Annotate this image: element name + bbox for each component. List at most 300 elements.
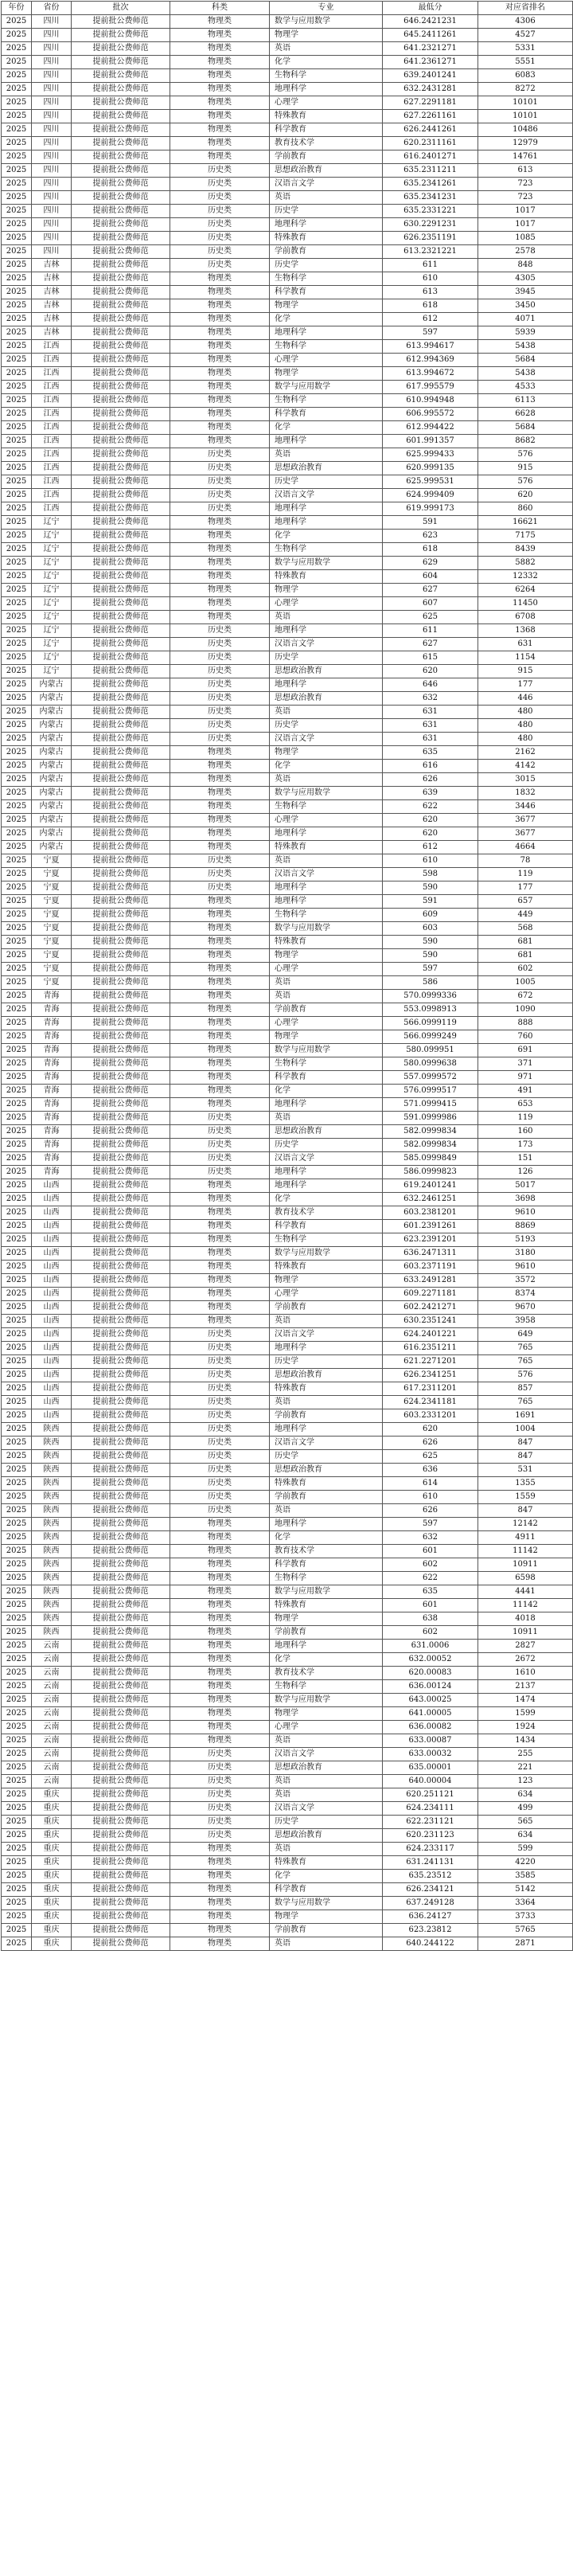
subject-category-cell: 历史类 <box>170 232 270 245</box>
major-cell: 学前教育 <box>270 1301 383 1315</box>
subject-category-cell: 物理类 <box>170 367 270 381</box>
major-cell: 化学 <box>270 1531 383 1545</box>
min-score-cell: 616.2351211 <box>383 1342 478 1355</box>
year-cell: 2025 <box>2 1315 32 1328</box>
major-cell: 汉语言文学 <box>270 1437 383 1450</box>
table-row <box>2 1667 573 1680</box>
year-cell: 2025 <box>2 1491 32 1504</box>
province-rank-cell: 565 <box>478 1816 573 1829</box>
min-score-cell: 613.994617 <box>383 340 478 354</box>
major-cell: 英语 <box>270 1396 383 1409</box>
province-rank-cell: 10911 <box>478 1558 573 1572</box>
table-row <box>2 1721 573 1734</box>
batch-cell: 提前批公费师范 <box>72 638 170 651</box>
min-score-cell: 626.234121 <box>383 1883 478 1897</box>
major-cell: 数学与应用数学 <box>270 787 383 800</box>
year-cell: 2025 <box>2 15 32 29</box>
batch-cell: 提前批公费师范 <box>72 110 170 123</box>
min-score-cell: 620.251121 <box>383 1788 478 1802</box>
year-cell: 2025 <box>2 1640 32 1653</box>
major-cell: 历史学 <box>270 1450 383 1464</box>
province-cell: 山西 <box>32 1315 72 1328</box>
province-cell: 辽宁 <box>32 516 72 530</box>
table-row <box>2 1315 573 1328</box>
subject-category-cell: 物理类 <box>170 1518 270 1531</box>
min-score-cell: 618 <box>383 543 478 557</box>
province-cell: 辽宁 <box>32 597 72 611</box>
batch-cell: 提前批公费师范 <box>72 313 170 326</box>
year-cell: 2025 <box>2 638 32 651</box>
province-rank-cell: 620 <box>478 489 573 502</box>
subject-category-cell: 历史类 <box>170 1450 270 1464</box>
batch-cell: 提前批公费师范 <box>72 448 170 462</box>
province-rank-cell: 848 <box>478 259 573 272</box>
province-rank-cell: 10101 <box>478 96 573 110</box>
major-cell: 汉语言文学 <box>270 1748 383 1761</box>
batch-cell: 提前批公费师范 <box>72 922 170 936</box>
province-cell: 云南 <box>32 1707 72 1721</box>
subject-category-cell: 物理类 <box>170 96 270 110</box>
major-cell: 英语 <box>270 1315 383 1328</box>
year-cell: 2025 <box>2 922 32 936</box>
table-row <box>2 1870 573 1883</box>
table-header <box>2 2 573 15</box>
province-cell: 江西 <box>32 381 72 394</box>
table-row <box>2 881 573 895</box>
major-cell: 特殊教育 <box>270 1599 383 1612</box>
batch-cell: 提前批公费师范 <box>72 597 170 611</box>
year-cell: 2025 <box>2 1179 32 1193</box>
major-cell: 物理学 <box>270 29 383 42</box>
province-cell: 四川 <box>32 110 72 123</box>
year-cell: 2025 <box>2 1139 32 1152</box>
min-score-cell: 635 <box>383 1585 478 1599</box>
year-cell: 2025 <box>2 611 32 624</box>
batch-cell: 提前批公费师范 <box>72 1003 170 1017</box>
min-score-cell: 590 <box>383 881 478 895</box>
table-row <box>2 326 573 340</box>
major-cell: 思想政治教育 <box>270 1464 383 1477</box>
batch-cell: 提前批公费师范 <box>72 1640 170 1653</box>
batch-cell: 提前批公费师范 <box>72 1626 170 1640</box>
subject-category-cell: 历史类 <box>170 218 270 232</box>
year-cell: 2025 <box>2 1396 32 1409</box>
table-row <box>2 1761 573 1775</box>
major-cell: 生物科学 <box>270 909 383 922</box>
subject-category-cell: 物理类 <box>170 1937 270 1951</box>
year-cell: 2025 <box>2 990 32 1003</box>
major-cell: 数学与应用数学 <box>270 1897 383 1910</box>
province-rank-cell: 531 <box>478 1464 573 1477</box>
batch-cell: 提前批公费师范 <box>72 1301 170 1315</box>
province-rank-cell: 649 <box>478 1328 573 1342</box>
min-score-cell: 636 <box>383 1464 478 1477</box>
subject-category-cell: 历史类 <box>170 245 270 259</box>
subject-category-cell: 物理类 <box>170 909 270 922</box>
province-cell: 山西 <box>32 1369 72 1382</box>
year-cell: 2025 <box>2 814 32 827</box>
table-row <box>2 895 573 909</box>
batch-cell: 提前批公费师范 <box>72 1910 170 1924</box>
min-score-cell: 613.994672 <box>383 367 478 381</box>
year-cell: 2025 <box>2 1071 32 1085</box>
major-cell: 地理科学 <box>270 1179 383 1193</box>
province-cell: 青海 <box>32 1044 72 1057</box>
province-cell: 山西 <box>32 1288 72 1301</box>
min-score-cell: 632.2431281 <box>383 83 478 96</box>
table-row <box>2 1788 573 1802</box>
subject-category-cell: 物理类 <box>170 584 270 597</box>
province-cell: 陕西 <box>32 1599 72 1612</box>
major-cell: 英语 <box>270 990 383 1003</box>
table-row <box>2 259 573 272</box>
year-cell: 2025 <box>2 83 32 96</box>
major-cell: 历史学 <box>270 259 383 272</box>
major-cell: 地理科学 <box>270 218 383 232</box>
province-rank-cell: 1368 <box>478 624 573 638</box>
major-cell: 特殊教育 <box>270 110 383 123</box>
table-row <box>2 272 573 286</box>
batch-cell: 提前批公费师范 <box>72 949 170 963</box>
batch-cell: 提前批公费师范 <box>72 1206 170 1220</box>
table-row <box>2 1748 573 1761</box>
table-row <box>2 1545 573 1558</box>
subject-category-cell: 物理类 <box>170 1612 270 1626</box>
province-rank-cell: 5331 <box>478 42 573 56</box>
subject-category-cell: 物理类 <box>170 557 270 570</box>
table-row <box>2 1247 573 1261</box>
batch-cell: 提前批公费师范 <box>72 1761 170 1775</box>
province-cell: 陕西 <box>32 1585 72 1599</box>
batch-cell: 提前批公费师范 <box>72 624 170 638</box>
province-cell: 山西 <box>32 1396 72 1409</box>
table-row <box>2 1206 573 1220</box>
year-cell: 2025 <box>2 110 32 123</box>
batch-cell: 提前批公费师范 <box>72 286 170 299</box>
province-cell: 青海 <box>32 1152 72 1166</box>
table-row <box>2 1382 573 1396</box>
major-cell: 学前教育 <box>270 150 383 164</box>
min-score-cell: 627 <box>383 638 478 651</box>
batch-cell: 提前批公费师范 <box>72 42 170 56</box>
batch-cell: 提前批公费师范 <box>72 1599 170 1612</box>
batch-cell: 提前批公费师范 <box>72 1179 170 1193</box>
year-cell: 2025 <box>2 462 32 475</box>
subject-category-cell: 历史类 <box>170 881 270 895</box>
province-rank-cell: 119 <box>478 868 573 881</box>
subject-category-cell: 物理类 <box>170 1017 270 1030</box>
year-cell: 2025 <box>2 435 32 448</box>
province-rank-cell: 9670 <box>478 1301 573 1315</box>
min-score-cell: 632.2461251 <box>383 1193 478 1206</box>
province-cell: 重庆 <box>32 1856 72 1870</box>
min-score-cell: 635.2331221 <box>383 205 478 218</box>
table-row <box>2 367 573 381</box>
year-cell: 2025 <box>2 1843 32 1856</box>
province-cell: 四川 <box>32 96 72 110</box>
province-rank-cell: 11142 <box>478 1599 573 1612</box>
province-rank-cell: 1474 <box>478 1694 573 1707</box>
batch-cell: 提前批公费师范 <box>72 678 170 692</box>
subject-category-cell: 物理类 <box>170 1640 270 1653</box>
province-rank-cell: 1599 <box>478 1707 573 1721</box>
batch-cell: 提前批公费师范 <box>72 1612 170 1626</box>
province-cell: 四川 <box>32 245 72 259</box>
batch-cell: 提前批公费师范 <box>72 746 170 760</box>
major-cell: 地理科学 <box>270 895 383 909</box>
province-rank-cell: 5882 <box>478 557 573 570</box>
subject-category-cell: 物理类 <box>170 1098 270 1112</box>
province-rank-cell: 491 <box>478 1085 573 1098</box>
year-cell: 2025 <box>2 584 32 597</box>
province-cell: 云南 <box>32 1761 72 1775</box>
major-cell: 生物科学 <box>270 543 383 557</box>
table-row <box>2 1125 573 1139</box>
province-cell: 内蒙古 <box>32 692 72 706</box>
province-cell: 内蒙古 <box>32 678 72 692</box>
subject-category-cell: 历史类 <box>170 1342 270 1355</box>
province-rank-cell: 126 <box>478 1166 573 1179</box>
province-cell: 辽宁 <box>32 557 72 570</box>
min-score-cell: 557.0999572 <box>383 1071 478 1085</box>
batch-cell: 提前批公费师范 <box>72 1924 170 1937</box>
subject-category-cell: 物理类 <box>170 421 270 435</box>
province-cell: 重庆 <box>32 1937 72 1951</box>
province-rank-cell: 857 <box>478 1382 573 1396</box>
province-rank-cell: 78 <box>478 854 573 868</box>
subject-category-cell: 物理类 <box>170 340 270 354</box>
batch-cell: 提前批公费师范 <box>72 1315 170 1328</box>
table-row <box>2 1653 573 1667</box>
province-rank-cell: 9610 <box>478 1206 573 1220</box>
province-rank-cell: 14761 <box>478 150 573 164</box>
province-cell: 青海 <box>32 1112 72 1125</box>
major-cell: 思想政治教育 <box>270 1369 383 1382</box>
province-cell: 青海 <box>32 1085 72 1098</box>
table-row <box>2 746 573 760</box>
batch-cell: 提前批公费师范 <box>72 259 170 272</box>
province-cell: 宁夏 <box>32 922 72 936</box>
batch-cell: 提前批公费师范 <box>72 800 170 814</box>
table-row <box>2 1924 573 1937</box>
batch-cell: 提前批公费师范 <box>72 394 170 408</box>
batch-cell: 提前批公费师范 <box>72 773 170 787</box>
table-row <box>2 1531 573 1545</box>
year-cell: 2025 <box>2 475 32 489</box>
major-cell: 教育技术学 <box>270 137 383 150</box>
province-rank-cell: 177 <box>478 881 573 895</box>
province-cell: 四川 <box>32 15 72 29</box>
year-cell: 2025 <box>2 150 32 164</box>
table-row <box>2 1504 573 1518</box>
batch-cell: 提前批公费师范 <box>72 841 170 854</box>
table-row <box>2 719 573 733</box>
batch-cell: 提前批公费师范 <box>72 854 170 868</box>
batch-cell: 提前批公费师范 <box>72 1802 170 1816</box>
province-rank-cell: 221 <box>478 1761 573 1775</box>
table-row <box>2 313 573 326</box>
year-cell: 2025 <box>2 1288 32 1301</box>
province-cell: 山西 <box>32 1382 72 1396</box>
year-cell: 2025 <box>2 1342 32 1355</box>
min-score-cell: 626 <box>383 773 478 787</box>
major-cell: 英语 <box>270 1734 383 1748</box>
subject-category-cell: 物理类 <box>170 110 270 123</box>
batch-cell: 提前批公费师范 <box>72 408 170 421</box>
batch-cell: 提前批公费师范 <box>72 164 170 178</box>
province-cell: 山西 <box>32 1355 72 1369</box>
min-score-cell: 630.2351241 <box>383 1315 478 1328</box>
province-cell: 内蒙古 <box>32 841 72 854</box>
province-rank-cell: 915 <box>478 665 573 678</box>
province-cell: 陕西 <box>32 1464 72 1477</box>
major-cell: 汉语言文学 <box>270 1328 383 1342</box>
province-rank-cell: 12142 <box>478 1518 573 1531</box>
year-cell: 2025 <box>2 1816 32 1829</box>
major-cell: 科学教育 <box>270 1220 383 1233</box>
province-cell: 吉林 <box>32 326 72 340</box>
min-score-cell: 620 <box>383 665 478 678</box>
major-cell: 学前教育 <box>270 1409 383 1423</box>
province-rank-cell: 576 <box>478 475 573 489</box>
province-rank-cell: 371 <box>478 1057 573 1071</box>
major-cell: 物理学 <box>270 299 383 313</box>
batch-cell: 提前批公费师范 <box>72 29 170 42</box>
subject-category-cell: 历史类 <box>170 1125 270 1139</box>
subject-category-cell: 历史类 <box>170 489 270 502</box>
batch-cell: 提前批公费师范 <box>72 1125 170 1139</box>
min-score-cell: 631 <box>383 733 478 746</box>
year-cell: 2025 <box>2 1044 32 1057</box>
province-cell: 宁夏 <box>32 936 72 949</box>
min-score-cell: 635 <box>383 746 478 760</box>
min-score-cell: 638 <box>383 1612 478 1626</box>
province-rank-cell: 5438 <box>478 340 573 354</box>
province-rank-cell: 681 <box>478 949 573 963</box>
major-cell: 科学教育 <box>270 286 383 299</box>
province-rank-cell: 672 <box>478 990 573 1003</box>
province-cell: 重庆 <box>32 1924 72 1937</box>
province-rank-cell: 173 <box>478 1139 573 1152</box>
major-cell: 汉语言文学 <box>270 638 383 651</box>
subject-category-cell: 历史类 <box>170 1139 270 1152</box>
min-score-cell: 603.2331201 <box>383 1409 478 1423</box>
province-cell: 吉林 <box>32 286 72 299</box>
year-cell: 2025 <box>2 502 32 516</box>
batch-cell: 提前批公费师范 <box>72 1816 170 1829</box>
batch-cell: 提前批公费师范 <box>72 1558 170 1572</box>
table-row <box>2 286 573 299</box>
batch-cell: 提前批公费师范 <box>72 272 170 286</box>
batch-cell: 提前批公费师范 <box>72 435 170 448</box>
batch-cell: 提前批公费师范 <box>72 1477 170 1491</box>
province-rank-cell: 1832 <box>478 787 573 800</box>
major-cell: 英语 <box>270 1775 383 1788</box>
year-cell: 2025 <box>2 543 32 557</box>
major-cell: 英语 <box>270 448 383 462</box>
subject-category-cell: 物理类 <box>170 1707 270 1721</box>
batch-cell: 提前批公费师范 <box>72 1098 170 1112</box>
table-row <box>2 570 573 584</box>
batch-cell: 提前批公费师范 <box>72 530 170 543</box>
year-cell: 2025 <box>2 1667 32 1680</box>
table-row <box>2 354 573 367</box>
batch-cell: 提前批公费师范 <box>72 1112 170 1125</box>
province-rank-cell: 5765 <box>478 1924 573 1937</box>
min-score-cell: 635.2311211 <box>383 164 478 178</box>
province-cell: 四川 <box>32 42 72 56</box>
batch-cell: 提前批公费师范 <box>72 475 170 489</box>
major-cell: 思想政治教育 <box>270 164 383 178</box>
table-row <box>2 706 573 719</box>
table-row <box>2 1477 573 1491</box>
batch-cell: 提前批公费师范 <box>72 1057 170 1071</box>
min-score-cell: 610 <box>383 272 478 286</box>
major-cell: 历史学 <box>270 475 383 489</box>
year-cell: 2025 <box>2 137 32 150</box>
min-score-cell: 631.241131 <box>383 1856 478 1870</box>
batch-cell: 提前批公费师范 <box>72 1734 170 1748</box>
year-cell: 2025 <box>2 1761 32 1775</box>
min-score-cell: 571.0999415 <box>383 1098 478 1112</box>
min-score-cell: 590 <box>383 936 478 949</box>
year-cell: 2025 <box>2 733 32 746</box>
table-row <box>2 1261 573 1274</box>
major-cell: 心理学 <box>270 1721 383 1734</box>
province-rank-cell: 4018 <box>478 1612 573 1626</box>
batch-cell: 提前批公费师范 <box>72 462 170 475</box>
subject-category-cell: 历史类 <box>170 1477 270 1491</box>
province-cell: 重庆 <box>32 1816 72 1829</box>
province-rank-cell: 760 <box>478 1030 573 1044</box>
min-score-cell: 617.995579 <box>383 381 478 394</box>
province-cell: 云南 <box>32 1775 72 1788</box>
min-score-cell: 620 <box>383 814 478 827</box>
table-row <box>2 1775 573 1788</box>
province-rank-cell: 5438 <box>478 367 573 381</box>
province-cell: 山西 <box>32 1220 72 1233</box>
year-cell: 2025 <box>2 326 32 340</box>
major-cell: 历史学 <box>270 1355 383 1369</box>
min-score-cell: 566.0999249 <box>383 1030 478 1044</box>
min-score-cell: 576.0999517 <box>383 1085 478 1098</box>
batch-cell: 提前批公费师范 <box>72 1883 170 1897</box>
province-cell: 内蒙古 <box>32 814 72 827</box>
table-row <box>2 475 573 489</box>
year-cell: 2025 <box>2 96 32 110</box>
batch-cell: 提前批公费师范 <box>72 733 170 746</box>
subject-category-cell: 物理类 <box>170 1734 270 1748</box>
table-row <box>2 1437 573 1450</box>
province-rank-cell: 2871 <box>478 1937 573 1951</box>
table-row <box>2 1003 573 1017</box>
year-cell: 2025 <box>2 1572 32 1585</box>
province-rank-cell: 4305 <box>478 272 573 286</box>
batch-cell: 提前批公费师范 <box>72 191 170 205</box>
batch-cell: 提前批公费师范 <box>72 1396 170 1409</box>
major-cell: 心理学 <box>270 354 383 367</box>
year-cell: 2025 <box>2 1504 32 1518</box>
major-cell: 英语 <box>270 773 383 787</box>
table-row <box>2 1843 573 1856</box>
min-score-cell: 620.999135 <box>383 462 478 475</box>
batch-cell: 提前批公费师范 <box>72 1829 170 1843</box>
year-cell: 2025 <box>2 1707 32 1721</box>
table-row <box>2 1910 573 1924</box>
year-cell: 2025 <box>2 178 32 191</box>
min-score-cell: 591.0999986 <box>383 1112 478 1125</box>
subject-category-cell: 物理类 <box>170 1085 270 1098</box>
